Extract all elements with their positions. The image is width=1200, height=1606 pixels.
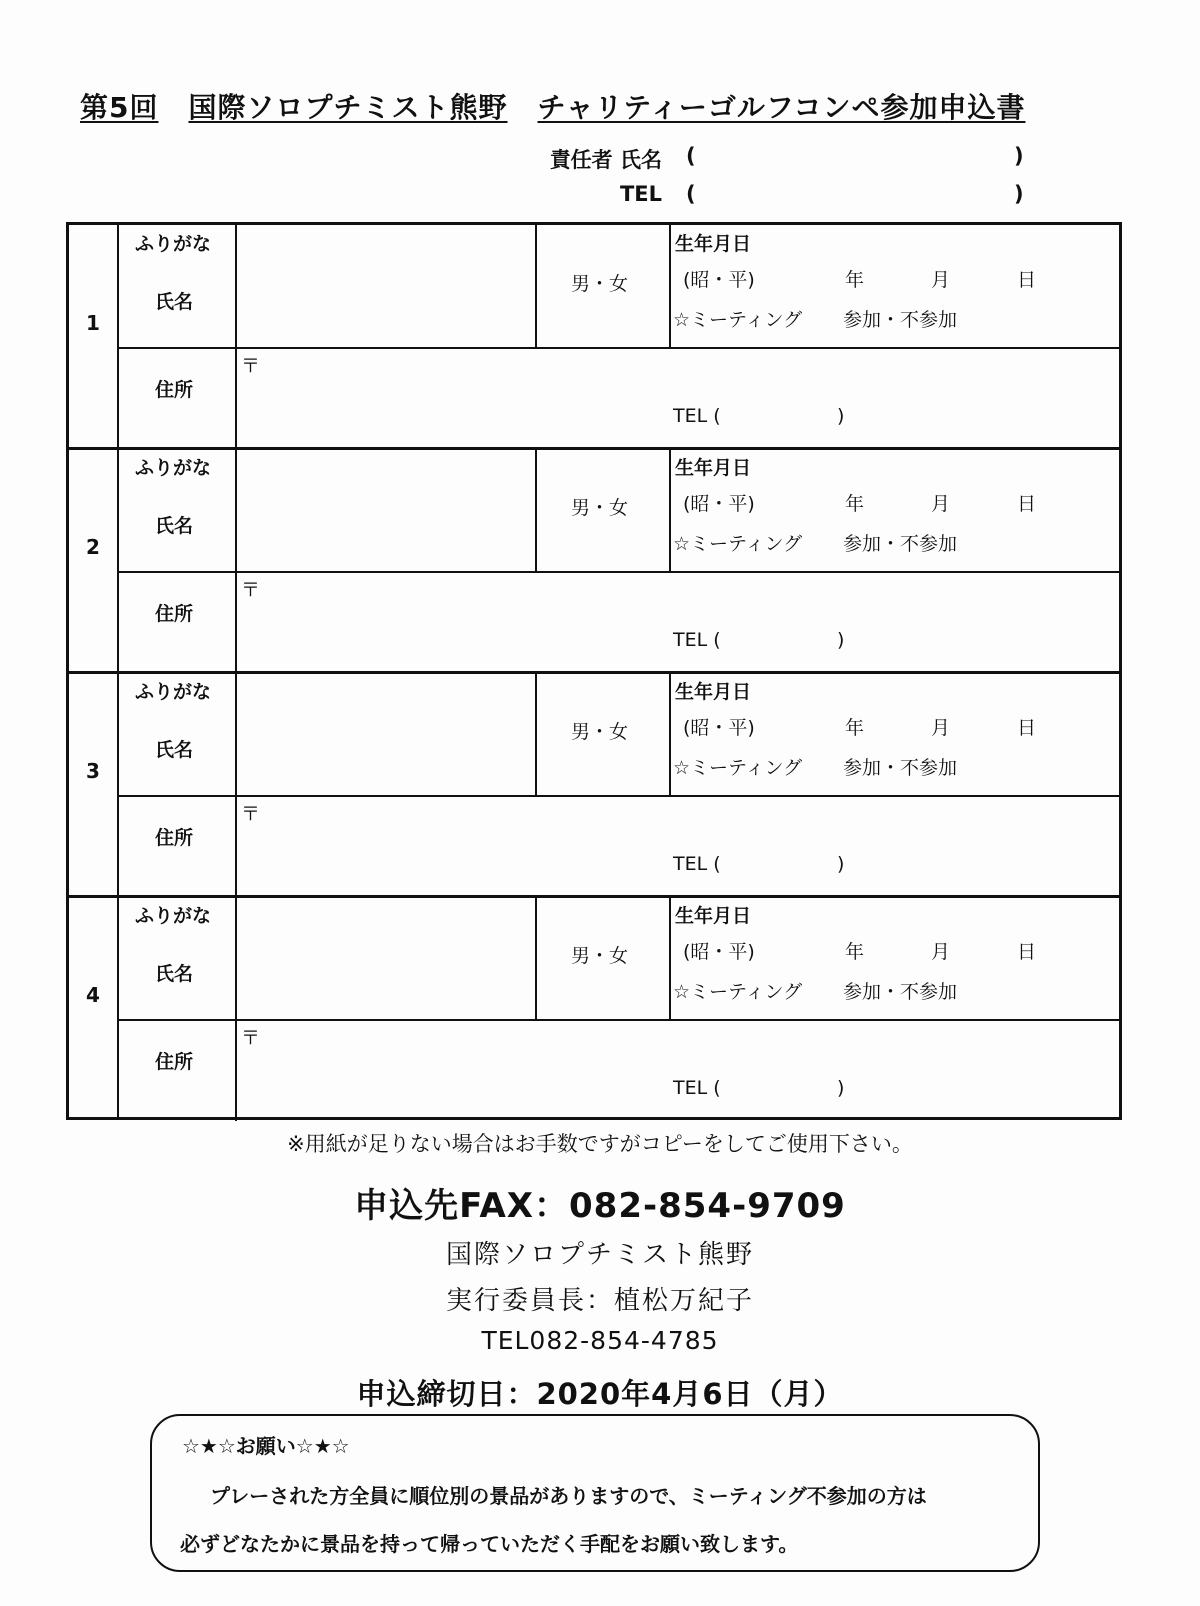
entry-number: 4 [86, 983, 100, 1007]
responsible-tel-label: TEL [619, 182, 662, 206]
entry-number: 3 [86, 759, 100, 783]
entry-3-address-field[interactable] [265, 801, 1109, 861]
birthdate-label: 生年月日 [675, 233, 752, 255]
entry-3-label-divider [235, 673, 237, 897]
entry-2-name-divider [535, 449, 537, 571]
entry-tel-close: ) [837, 405, 845, 427]
copy-note: ※用紙が足りない場合はお手数ですがコピーをしてご使用下さい。 [287, 1132, 913, 1156]
month-label: 月 [931, 941, 951, 963]
entry-1-label-divider [235, 225, 237, 449]
responsible-tel-row [0, 182, 1200, 212]
committee-chair: 実行委員長：植松万紀子 [445, 1286, 754, 1316]
address-label: 住所 [155, 379, 194, 401]
entry-2-label-divider [235, 449, 237, 673]
entry-tel-label: TEL ( [673, 853, 721, 875]
day-label: 日 [1017, 941, 1037, 963]
meeting-choice: 参加・不参加 [843, 981, 958, 1003]
contact-tel: TEL082-854-4785 [481, 1326, 719, 1355]
address-label: 住所 [155, 827, 194, 849]
name-label: 氏名 [155, 739, 194, 761]
birthdate-label: 生年月日 [675, 681, 752, 703]
meeting-choice: 参加・不参加 [843, 533, 958, 555]
furigana-label: ふりがな [135, 233, 212, 255]
entry-1-name-divider [535, 225, 537, 347]
entry-divider-2 [69, 447, 1119, 450]
responsible-tel-open: ( [686, 182, 696, 206]
request-line-1: プレーされた方全員に順位別の景品がありますので、ミーティング不参加の方は [210, 1484, 927, 1508]
postal-mark: 〒 [241, 579, 261, 601]
title-edition: 第5回 [80, 91, 159, 124]
entry-1-name-field[interactable] [239, 229, 531, 343]
day-label: 日 [1017, 493, 1037, 515]
entry-tel-close: ) [837, 1077, 845, 1099]
month-label: 月 [931, 717, 951, 739]
entry-4-mid-divider [117, 1019, 1119, 1021]
meeting-label: ☆ミーティング [673, 757, 803, 779]
responsible-name-open: ( [686, 144, 696, 168]
address-label: 住所 [155, 1051, 194, 1073]
entry-tel-close: ) [837, 853, 845, 875]
entry-number: 1 [86, 311, 100, 335]
name-label: 氏名 [155, 291, 194, 313]
application-deadline: 申込締切日：2020年4月6日（月） [356, 1377, 844, 1411]
furigana-label: ふりがな [135, 457, 212, 479]
year-label: 年 [845, 717, 865, 739]
entry-form-table [66, 222, 1122, 1120]
form-title [80, 86, 1120, 126]
entry-tel-label: TEL ( [673, 405, 721, 427]
entry-2-sex-divider [669, 449, 671, 571]
meeting-label: ☆ミーティング [673, 309, 803, 331]
meeting-choice: 参加・不参加 [843, 309, 958, 331]
sex-choice: 男・女 [571, 945, 629, 967]
era-choice: (昭・平) [683, 941, 755, 963]
responsible-tel-close: ) [1014, 182, 1024, 206]
era-choice: (昭・平) [683, 717, 755, 739]
birthdate-label: 生年月日 [675, 905, 752, 927]
responsible-name-label: 責任者 氏名 [549, 148, 662, 172]
entry-number: 2 [86, 535, 100, 559]
responsible-name-close: ) [1014, 144, 1024, 168]
entry-tel-label: TEL ( [673, 629, 721, 651]
year-label: 年 [845, 493, 865, 515]
sex-choice: 男・女 [571, 721, 629, 743]
entry-3-name-divider [535, 673, 537, 795]
furigana-label: ふりがな [135, 681, 212, 703]
year-label: 年 [845, 269, 865, 291]
entry-2-mid-divider [117, 571, 1119, 573]
day-label: 日 [1017, 717, 1037, 739]
era-choice: (昭・平) [683, 493, 755, 515]
entry-divider-4 [69, 895, 1119, 898]
entry-4-label-divider [235, 897, 237, 1121]
entry-tel-close: ) [837, 629, 845, 651]
entry-tel-label: TEL ( [673, 1077, 721, 1099]
year-label: 年 [845, 941, 865, 963]
meeting-label: ☆ミーティング [673, 533, 803, 555]
sex-choice: 男・女 [571, 273, 629, 295]
furigana-label: ふりがな [135, 905, 212, 927]
entry-4-address-field[interactable] [265, 1025, 1109, 1085]
title-event: チャリティーゴルフコンペ参加申込書 [537, 91, 1026, 124]
postal-mark: 〒 [241, 1027, 261, 1049]
sex-choice: 男・女 [571, 497, 629, 519]
birthdate-label: 生年月日 [675, 457, 752, 479]
request-box [150, 1414, 1040, 1572]
request-heading: ☆★☆お願い☆★☆ [182, 1434, 350, 1458]
title-organization: 国際ソロプチミスト熊野 [188, 91, 508, 124]
entry-2-address-field[interactable] [265, 577, 1109, 637]
entry-4-sex-divider [669, 897, 671, 1019]
meeting-choice: 参加・不参加 [843, 757, 958, 779]
name-label: 氏名 [155, 963, 194, 985]
postal-mark: 〒 [241, 355, 261, 377]
entry-divider-3 [69, 671, 1119, 674]
postal-mark: 〒 [241, 803, 261, 825]
entry-3-sex-divider [669, 673, 671, 795]
month-label: 月 [931, 269, 951, 291]
entry-1-sex-divider [669, 225, 671, 347]
month-label: 月 [931, 493, 951, 515]
entry-1-mid-divider [117, 347, 1119, 349]
entry-2-name-field[interactable] [239, 453, 531, 567]
fax-number: 申込先FAX：082-854-9709 [354, 1186, 846, 1226]
entry-3-name-field[interactable] [239, 677, 531, 791]
name-label: 氏名 [155, 515, 194, 537]
address-label: 住所 [155, 603, 194, 625]
meeting-label: ☆ミーティング [673, 981, 803, 1003]
responsible-name-row [0, 144, 1200, 174]
entry-4-name-divider [535, 897, 537, 1019]
entry-3-mid-divider [117, 795, 1119, 797]
day-label: 日 [1017, 269, 1037, 291]
entry-1-address-field[interactable] [265, 353, 1109, 413]
entry-4-name-field[interactable] [239, 901, 531, 1015]
era-choice: (昭・平) [683, 269, 755, 291]
request-line-2: 必ずどなたかに景品を持って帰っていただく手配をお願い致します。 [180, 1532, 799, 1556]
organization-name: 国際ソロプチミスト熊野 [445, 1240, 754, 1270]
